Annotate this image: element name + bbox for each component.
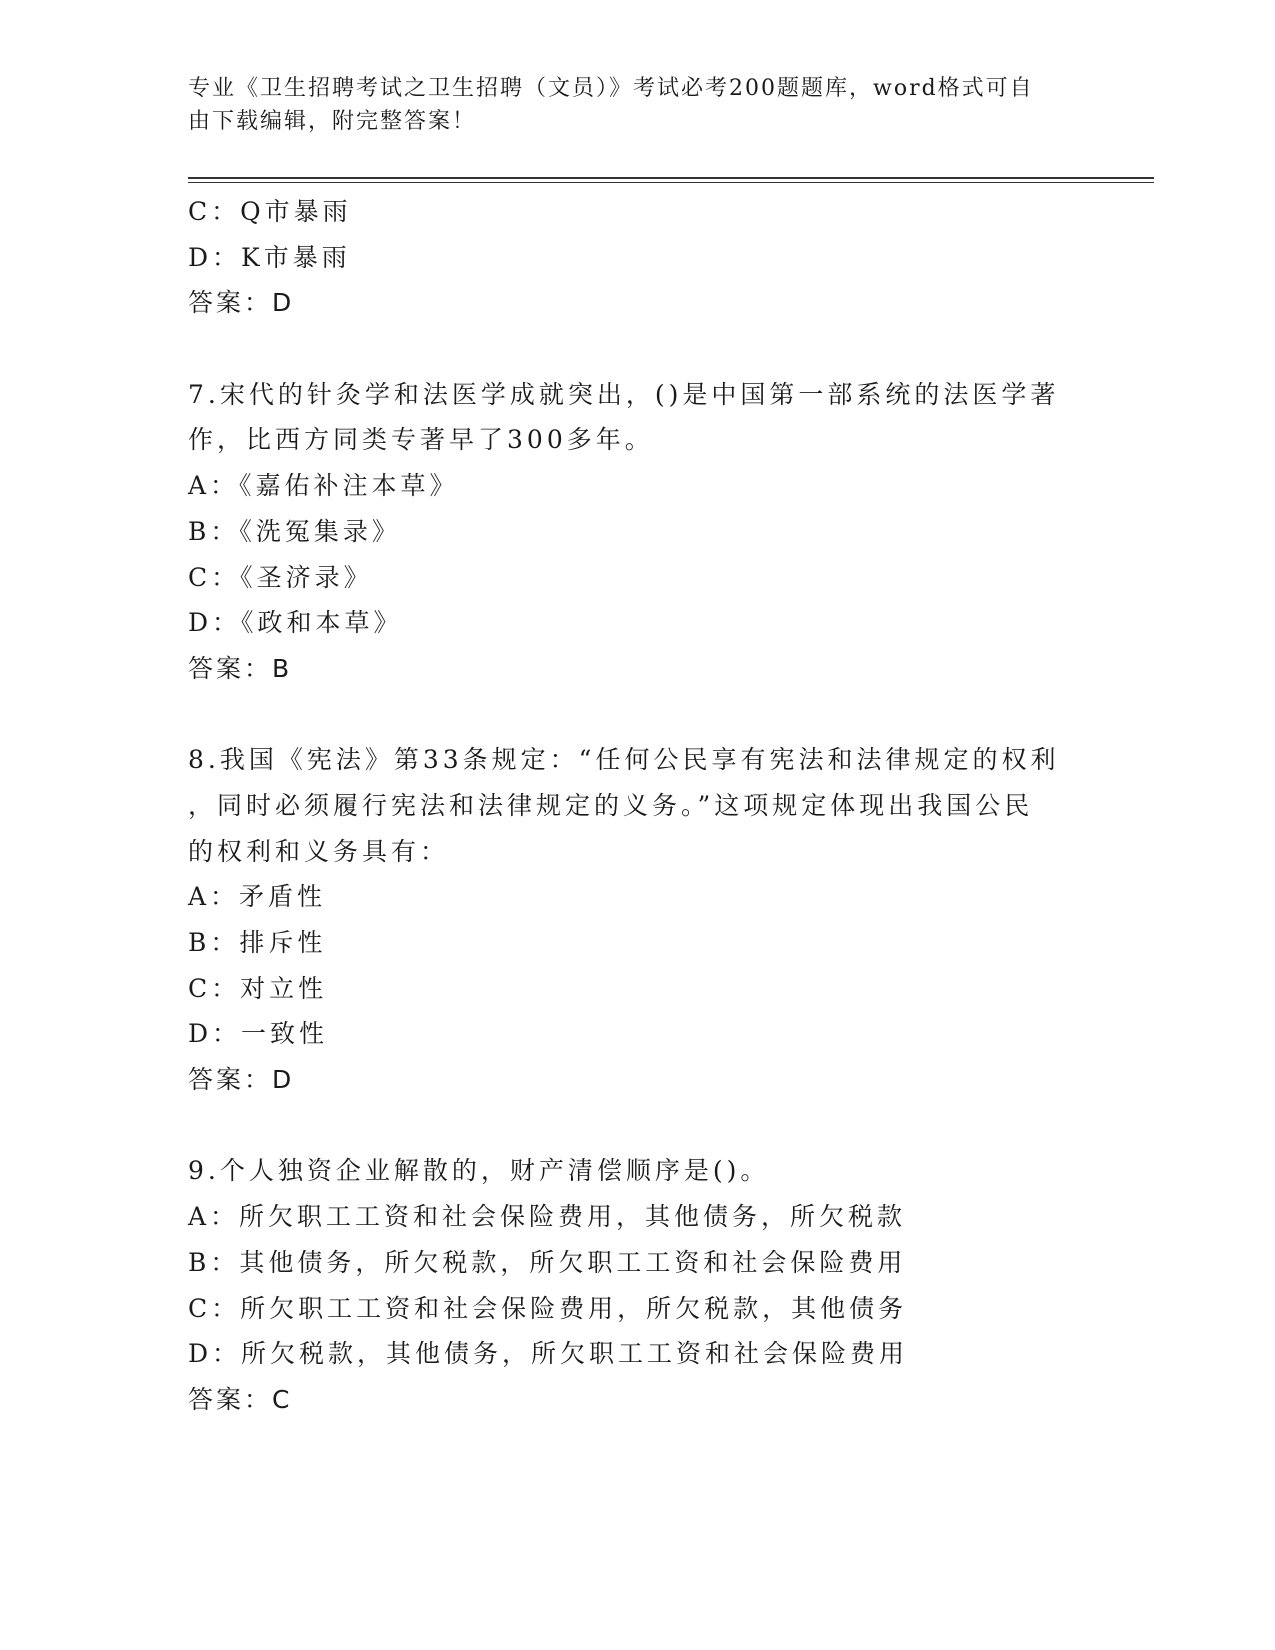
question-text: 作，比西方同类专著早了300多年。	[188, 425, 654, 455]
header-rule-thick	[188, 177, 1154, 179]
question-block-8	[188, 737, 1088, 1103]
question-block-prev	[188, 189, 1088, 326]
answer-line: 答案：B	[188, 653, 293, 683]
header-rule-thin	[188, 182, 1154, 183]
answer-line: 答案：D	[188, 1065, 295, 1095]
option-a: A：矛盾性	[188, 882, 327, 912]
question-block-9	[188, 1148, 1088, 1422]
spacer	[188, 1103, 1088, 1149]
option-b: B：《洗冤集录》	[188, 516, 401, 546]
question-content	[188, 189, 1088, 1423]
document-header	[188, 72, 1068, 138]
question-text: ，同时必须履行宪法和法律规定的义务。”这项规定体现出我国公民	[188, 790, 1034, 820]
answer-line: 答案：D	[188, 288, 295, 318]
option-b: B：其他债务，所欠税款，所欠职工工资和社会保险费用	[188, 1247, 907, 1277]
option-a: A：《嘉佑补注本草》	[188, 471, 459, 501]
option-d: D：K市暴雨	[188, 242, 351, 272]
option-d: D：《政和本草》	[188, 608, 403, 638]
question-block-7	[188, 372, 1088, 692]
option-d: D：一致性	[188, 1019, 329, 1049]
option-c: C：《圣济录》	[188, 562, 373, 592]
spacer	[188, 692, 1088, 738]
option-c: C：对立性	[188, 973, 328, 1003]
option-c: C：Q市暴雨	[188, 197, 352, 226]
header-line-1: 专业《卫生招聘考试之卫生招聘（文员）》考试必考200题题库，word格式可自	[188, 76, 1034, 101]
option-b: B：排斥性	[188, 928, 327, 957]
question-text: 的权利和义务具有：	[188, 836, 450, 866]
question-text: 7.宋代的针灸学和法医学成就突出，()是中国第一部系统的法医学著	[188, 379, 1060, 409]
option-a: A：所欠职工工资和社会保险费用，其他债务，所欠税款	[188, 1202, 907, 1232]
option-c: C：所欠职工工资和社会保险费用，所欠税款，其他债务	[188, 1293, 908, 1323]
spacer	[188, 326, 1088, 372]
question-text: 9.个人独资企业解散的，财产清偿顺序是()。	[188, 1156, 770, 1186]
answer-line: 答案：C	[188, 1384, 293, 1414]
option-d: D：所欠税款，其他债务，所欠职工工资和社会保险费用	[188, 1339, 909, 1369]
question-text: 8.我国《宪法》第33条规定：“任何公民享有宪法和法律规定的权利	[188, 745, 1060, 775]
header-line-2: 由下载编辑，附完整答案！	[188, 109, 477, 134]
